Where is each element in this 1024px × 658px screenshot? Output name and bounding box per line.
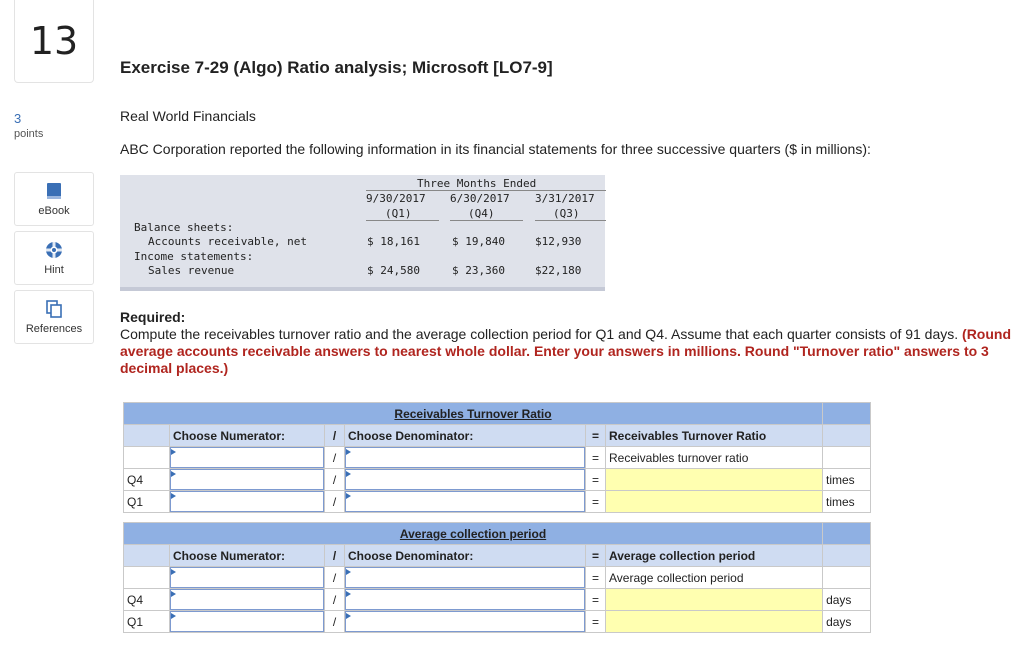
- turnover-equals-sign: =: [586, 447, 606, 469]
- turnover-q4-unit: times: [823, 469, 871, 491]
- col-quarter-q1: (Q1): [385, 207, 412, 220]
- collection-numerator-header: Choose Numerator:: [170, 545, 325, 567]
- dropdown-arrow-icon: [171, 591, 176, 597]
- collection-numerator-select[interactable]: [170, 567, 325, 589]
- required-note: (Round average accounts receivable answers to nearest whole dollar. Enter your answers in millions. Round "Turnover ratio" answers to 3 decimal places.): [120, 326, 1012, 376]
- dropdown-arrow-icon: [171, 493, 176, 499]
- dropdown-arrow-icon: [346, 613, 351, 619]
- documents-icon: [45, 300, 63, 318]
- hint-button[interactable]: [14, 231, 94, 285]
- points-label: points: [14, 128, 44, 140]
- collection-divide-sign: /: [325, 567, 345, 589]
- turnover-q4-denominator-input[interactable]: [345, 469, 586, 491]
- dropdown-arrow-icon: [171, 471, 176, 477]
- collection-divide-header: /: [325, 545, 345, 567]
- collection-q1-divide: /: [325, 611, 345, 633]
- turnover-q1-denominator-input[interactable]: [345, 491, 586, 513]
- ar-value-q1: $ 18,161: [367, 235, 420, 248]
- turnover-q1-equals: =: [586, 491, 606, 513]
- turnover-result-header: Receivables Turnover Ratio: [606, 425, 823, 447]
- collection-result-label: Average collection period: [606, 567, 823, 589]
- turnover-numerator-header: Choose Numerator:: [170, 425, 325, 447]
- collection-row-label-q4: Q4: [124, 589, 170, 611]
- collection-q1-answer-input[interactable]: [606, 611, 823, 633]
- turnover-equals-header: =: [586, 425, 606, 447]
- section-income-statements: Income statements:: [134, 250, 254, 263]
- collection-q4-unit: days: [823, 589, 871, 611]
- collection-q4-equals: =: [586, 589, 606, 611]
- turnover-denominator-header: Choose Denominator:: [345, 425, 586, 447]
- collection-q4-divide: /: [325, 589, 345, 611]
- collection-denominator-select[interactable]: [345, 567, 586, 589]
- turnover-divide-header: /: [325, 425, 345, 447]
- required-heading: Required:: [120, 309, 186, 325]
- references-button[interactable]: [14, 290, 94, 344]
- collection-q4-denominator-input[interactable]: [345, 589, 586, 611]
- book-icon: [46, 182, 62, 200]
- row-sales-revenue-label: Sales revenue: [148, 264, 235, 277]
- col-date-q1: 9/30/2017: [366, 192, 426, 205]
- collection-result-header: Average collection period: [606, 545, 823, 567]
- turnover-denominator-select[interactable]: [345, 447, 586, 469]
- exercise-subtitle: Real World Financials: [120, 108, 256, 124]
- required-block: [120, 309, 1020, 377]
- turnover-q4-answer-input[interactable]: [606, 469, 823, 491]
- col-date-q3: 3/31/2017: [535, 192, 595, 205]
- dropdown-arrow-icon: [346, 471, 351, 477]
- section-balance-sheets: Balance sheets:: [134, 221, 234, 234]
- collection-q1-unit: days: [823, 611, 871, 633]
- turnover-q1-unit: times: [823, 491, 871, 513]
- col-underline-q3: [535, 220, 606, 221]
- table-bottom-bar: [120, 287, 605, 291]
- dropdown-arrow-icon: [171, 613, 176, 619]
- sales-value-q3: $22,180: [535, 264, 582, 277]
- sales-value-q1: $ 24,580: [367, 264, 420, 277]
- financial-data-table: [120, 175, 605, 287]
- collection-q1-numerator-input[interactable]: [170, 611, 325, 633]
- collection-q4-answer-input[interactable]: [606, 589, 823, 611]
- references-label: References: [25, 323, 83, 335]
- collection-equals-header: =: [586, 545, 606, 567]
- collection-q4-numerator-input[interactable]: [170, 589, 325, 611]
- dropdown-arrow-icon: [171, 569, 176, 575]
- col-date-q4: 6/30/2017: [450, 192, 510, 205]
- exercise-intro: ABC Corporation reported the following information in its financial statements for three successive quarters ($ in millions):: [120, 141, 871, 157]
- dropdown-arrow-icon: [346, 591, 351, 597]
- required-text: Compute the receivables turnover ratio and the average collection period for Q1 and Q4. Assume that each quarter consists of 91 days.: [120, 326, 959, 342]
- sales-value-q4: $ 23,360: [452, 264, 505, 277]
- collection-q1-equals: =: [586, 611, 606, 633]
- turnover-q1-answer-input[interactable]: [606, 491, 823, 513]
- turnover-row-label-q1: Q1: [124, 491, 170, 513]
- row-accounts-receivable-label: Accounts receivable, net: [148, 235, 307, 248]
- turnover-row-label-q4: Q4: [124, 469, 170, 491]
- col-underline-q1: [366, 220, 439, 221]
- turnover-q1-numerator-input[interactable]: [170, 491, 325, 513]
- turnover-result-label: Receivables turnover ratio: [606, 447, 823, 469]
- collection-equals-sign: =: [586, 567, 606, 589]
- points-value: 3: [14, 111, 22, 126]
- collection-table-title: Average collection period: [124, 523, 823, 545]
- collection-denominator-header: Choose Denominator:: [345, 545, 586, 567]
- lifebuoy-icon: [45, 241, 63, 259]
- turnover-divide-sign: /: [325, 447, 345, 469]
- col-quarter-q4: (Q4): [468, 207, 495, 220]
- turnover-q4-numerator-input[interactable]: [170, 469, 325, 491]
- ebook-label: eBook: [38, 205, 70, 217]
- collection-q1-denominator-input[interactable]: [345, 611, 586, 633]
- dropdown-arrow-icon: [346, 449, 351, 455]
- collection-row-label-q1: Q1: [124, 611, 170, 633]
- receivables-turnover-table: [123, 402, 871, 513]
- dropdown-arrow-icon: [346, 493, 351, 499]
- ebook-button[interactable]: [14, 172, 94, 226]
- turnover-numerator-select[interactable]: [170, 447, 325, 469]
- exercise-title: Exercise 7-29 (Algo) Ratio analysis; Microsoft [LO7-9]: [120, 58, 553, 77]
- col-quarter-q3: (Q3): [553, 207, 580, 220]
- question-number: 13: [29, 19, 79, 63]
- collection-period-table: [123, 522, 871, 633]
- ar-value-q4: $ 19,840: [452, 235, 505, 248]
- turnover-q4-divide: /: [325, 469, 345, 491]
- turnover-q1-divide: /: [325, 491, 345, 513]
- turnover-q4-equals: =: [586, 469, 606, 491]
- question-number-box: [14, 0, 94, 83]
- turnover-table-title: Receivables Turnover Ratio: [124, 403, 823, 425]
- col-underline-q4: [450, 220, 523, 221]
- group-header-underline: [366, 190, 606, 191]
- group-header: Three Months Ended: [417, 177, 537, 190]
- hint-label: Hint: [44, 264, 64, 276]
- dropdown-arrow-icon: [346, 569, 351, 575]
- dropdown-arrow-icon: [171, 449, 176, 455]
- ar-value-q3: $12,930: [535, 235, 582, 248]
